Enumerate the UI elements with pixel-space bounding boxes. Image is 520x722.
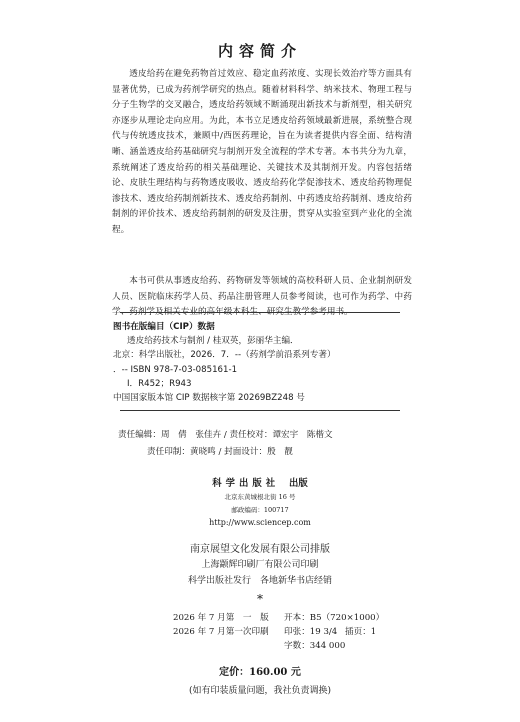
publisher-suffix: 出版 xyxy=(288,478,308,489)
cip-isbn-line: ．-- ISBN 978-7-03-085161-1 xyxy=(113,364,238,375)
intro-paragraph-2 xyxy=(112,274,412,321)
intro-text-1: 透皮给药在避免药物首过效应、稳定血药浓度、实现长效治疗等方面具有显著优势，已成为药剂学研究的热点。随着材料科学、纳米技术、物理工程与分子生物学的交叉融合，透皮给药领域不断涌现出新技术与新剂型，相关研究亦逐步从理论走向应用。为此，本书立足透皮给药领域最新进展，系统整合现代与传统透皮技术，兼顾中/西医药理论，旨在为读者提供内容全面、结构清晰、涵盖透皮给药基础研究与制剂开发全流程的学术专著。本书共分为九章，系统阐述了透皮给药的相关基础理论、关键技术及其制剂开发。内容包括绪论、皮肤生理结构与药物透皮吸收、透皮给药化学促渗技术、透皮给药物理促渗技术、透皮给药制剂新技术、透皮给药制剂、中药透皮给药制剂、透皮给药制剂的评价技术、透皮给药制剂的研发及注册，贯穿从实验室到产业化的全流程。 xyxy=(112,69,412,235)
spec-printing: 2026 年 7 月第一次印刷 xyxy=(173,627,269,637)
staff-line-printing: 责任印制：黄晓鸣 / 封面设计：殷 靓 xyxy=(147,447,293,457)
spec-format: 开本：B5（720×1000） xyxy=(284,613,385,623)
spec-sheets: 印张：19 3/4 xyxy=(284,627,338,637)
page-title: 内容简介 xyxy=(217,42,302,60)
cip-bottom-rule xyxy=(120,410,400,411)
price: 定价：160.00 元 xyxy=(219,667,301,678)
publisher-address: 北京东黄城根北街 16 号 xyxy=(224,493,296,501)
distribute-line: 科学出版社发行 各地新华书店经销 xyxy=(187,576,332,586)
cip-header: 图书在版编目（CIP）数据 xyxy=(113,322,215,332)
spec-edition: 2026 年 7 月第 一 版 xyxy=(173,613,269,623)
print-line: 上海颛辉印刷厂有限公司印刷 xyxy=(201,560,319,570)
cip-class-line: Ⅰ．R452；R943 xyxy=(127,378,192,389)
staff-line-editors: 责任编辑：周 倩 张佳卉 / 责任校对：谭宏宇 陈楷文 xyxy=(118,430,333,440)
publisher-logo-text: 科学出版社 xyxy=(212,478,280,489)
cip-block xyxy=(113,320,413,405)
spec-words: 字数：344 000 xyxy=(284,641,346,651)
typeset-line: 南京展望文化发展有限公司排版 xyxy=(190,544,330,555)
intro-text-2: 本书可供从事透皮给药、药物研发等领域的高校科研人员、企业制剂研发人员、医院临床药学人员、药品注册管理人员参考阅读，也可作为药学、中药学、药剂学及相关专业的高年级本科生、研究生教学参考用书。 xyxy=(112,276,412,318)
spec-plates: 插页：1 xyxy=(345,627,377,637)
cip-top-rule xyxy=(120,312,400,313)
cip-record-line: 中国国家版本馆 CIP 数据核字第 20269BZ248 号 xyxy=(113,393,305,404)
publisher-postcode: 邮政编码：100717 xyxy=(231,506,289,514)
separator-star: * xyxy=(257,592,263,606)
quality-notice: (如有印装质量问题，我社负责调换) xyxy=(188,686,332,696)
intro-paragraph-1 xyxy=(112,67,412,239)
cip-publisher-line: 北京：科学出版社，2026．7．--（药剂学前沿系列专著） xyxy=(113,350,336,361)
cip-title-line: 透皮给药技术与制剂 / 桂双英，彭丽华主编． xyxy=(127,336,299,347)
publisher-website: http://www.sciencep.com xyxy=(209,518,311,527)
publisher-name xyxy=(0,475,520,489)
